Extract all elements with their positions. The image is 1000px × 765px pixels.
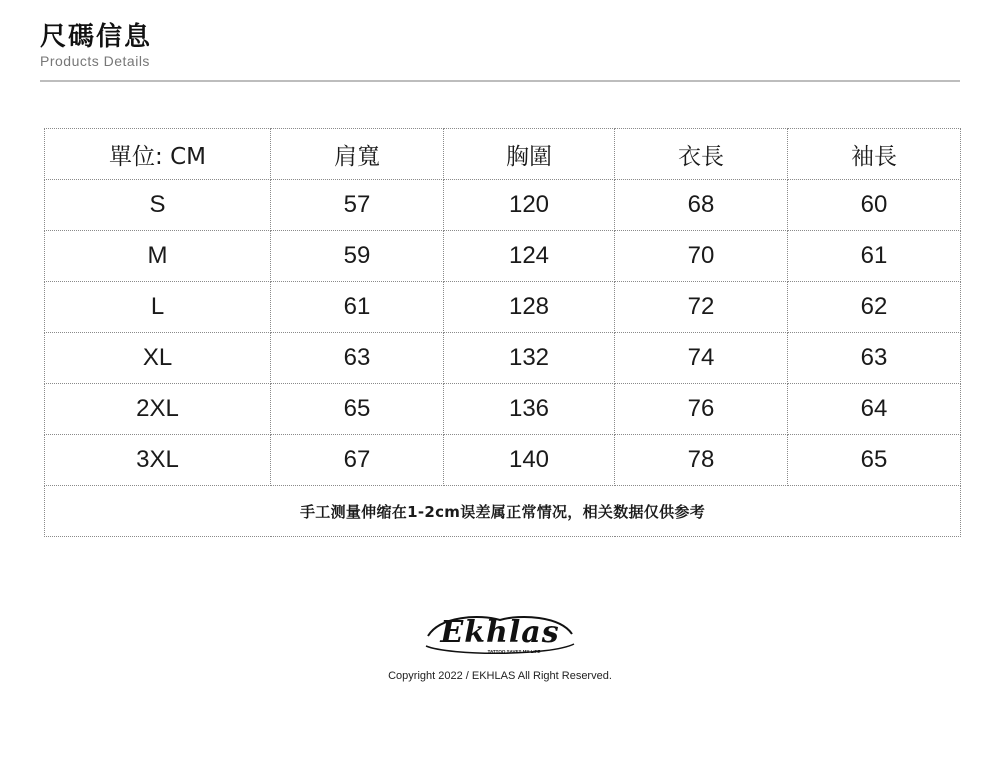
table-cell: 136 (444, 384, 615, 435)
table-header-row (45, 129, 961, 180)
table-cell: 128 (444, 282, 615, 333)
page-title: 尺碼信息 (40, 22, 153, 52)
logo-wordmark: Ekhlas (440, 615, 560, 650)
table-cell: 120 (444, 180, 615, 231)
size-cell: S (45, 180, 271, 231)
page-subtitle: Products Details (40, 53, 150, 69)
size-cell: 3XL (45, 435, 271, 486)
table-cell: 74 (615, 333, 788, 384)
table-cell: 76 (615, 384, 788, 435)
table-row (45, 231, 961, 282)
table-cell: 63 (788, 333, 961, 384)
brand-logo (0, 606, 1000, 662)
table-row (45, 384, 961, 435)
table-row (45, 333, 961, 384)
table-cell: 64 (788, 384, 961, 435)
table-row (45, 435, 961, 486)
table-cell: 63 (271, 333, 444, 384)
page-header (40, 22, 152, 69)
size-cell: M (45, 231, 271, 282)
column-header-shoulder: 肩寬 (271, 129, 444, 180)
size-cell: XL (45, 333, 271, 384)
table-cell: 62 (788, 282, 961, 333)
column-header-chest: 胸圍 (444, 129, 615, 180)
header-divider (40, 80, 960, 82)
table-note-row (45, 486, 961, 537)
size-cell: 2XL (45, 384, 271, 435)
column-header-sleeve: 袖長 (788, 129, 961, 180)
size-cell: L (45, 282, 271, 333)
size-chart-table (44, 128, 961, 537)
table-cell: 140 (444, 435, 615, 486)
table-cell: 124 (444, 231, 615, 282)
table-cell: 61 (788, 231, 961, 282)
table-cell: 60 (788, 180, 961, 231)
table-cell: 78 (615, 435, 788, 486)
table-cell: 59 (271, 231, 444, 282)
table-row (45, 282, 961, 333)
column-header-length: 衣長 (615, 129, 788, 180)
table-cell: 61 (271, 282, 444, 333)
table-cell: 132 (444, 333, 615, 384)
table-cell: 68 (615, 180, 788, 231)
table-cell: 67 (271, 435, 444, 486)
table-cell: 72 (615, 282, 788, 333)
ekhlas-logo (420, 606, 580, 662)
column-header-unit: 單位: CM (45, 129, 271, 180)
copyright-text: Copyright 2022 / EKHLAS All Right Reserved. (388, 670, 612, 682)
table-cell: 65 (271, 384, 444, 435)
table-row (45, 180, 961, 231)
logo-tagline: TATTOO SAVES MY LIFE (487, 649, 541, 654)
table-cell: 70 (615, 231, 788, 282)
table-cell: 57 (271, 180, 444, 231)
measurement-note: 手工测量伸缩在1-2cm误差属正常情况，相关数据仅供参考 (45, 486, 961, 537)
table-cell: 65 (788, 435, 961, 486)
